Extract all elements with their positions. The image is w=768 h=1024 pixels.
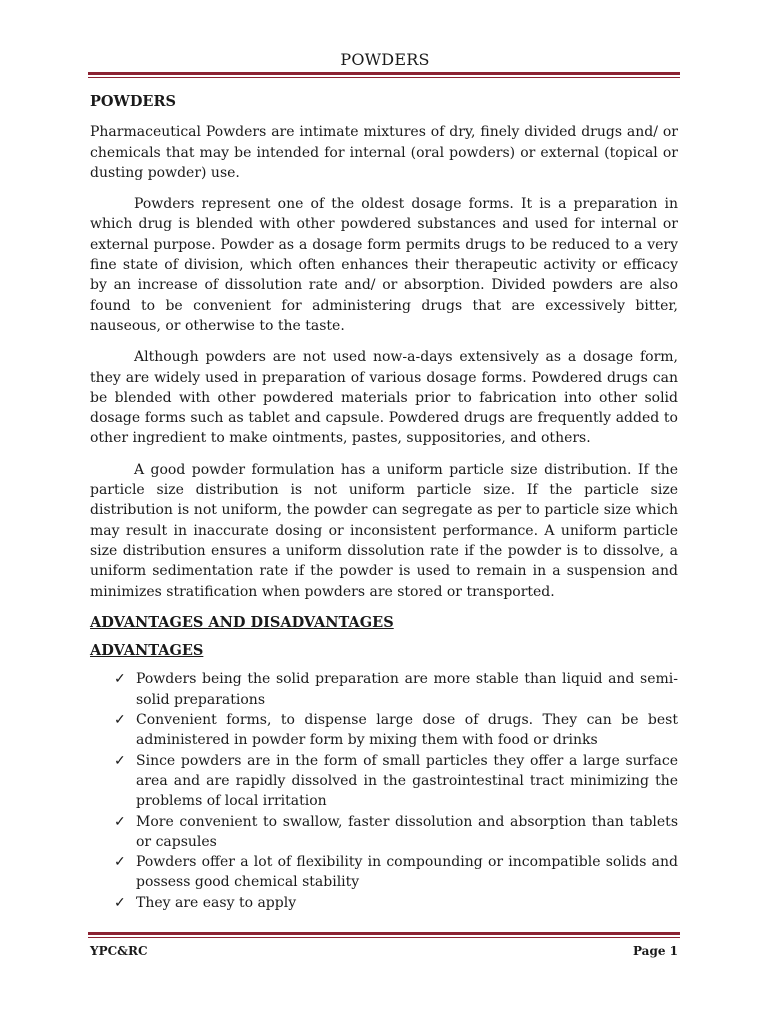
footer-institution: YPC&RC — [90, 944, 148, 958]
list-item-text: They are easy to apply — [136, 894, 297, 911]
heading-advantages: ADVANTAGES — [90, 642, 204, 660]
list-item — [114, 852, 678, 893]
checkmark-icon: ✓ — [114, 813, 126, 830]
heading-adv-disadv: ADVANTAGES AND DISADVANTAGES — [90, 613, 394, 631]
paragraph-definition: Pharmaceutical Powders are intimate mixtures of dry, finely divided drugs and/ or chemicals that may be intended for internal (oral powders) or external (topical or dusting powder) use. — [90, 124, 678, 181]
page-header-title: POWDERS — [340, 50, 430, 69]
checkmark-icon: ✓ — [114, 671, 126, 688]
list-item-text: Since powders are in the form of small particles they offer a large surface area and are rapidly dissolved in the gastrointestinal tract minimizing the problems of local irritation — [136, 752, 678, 810]
list-item — [114, 893, 678, 913]
list-item-text: Powders offer a lot of flexibility in compounding or incompatible solids and possess good chemical stability — [136, 854, 678, 891]
footer-rule — [88, 932, 680, 938]
list-item — [114, 710, 678, 751]
footer-page-number: Page 1 — [632, 944, 678, 958]
section-heading-powders: POWDERS — [90, 93, 176, 110]
advantages-list — [90, 669, 678, 913]
list-item-text: More convenient to swallow, faster dissolution and absorption than tablets or capsules — [136, 813, 678, 850]
checkmark-icon: ✓ — [114, 752, 126, 769]
list-item — [114, 812, 678, 853]
document-body — [90, 92, 678, 913]
header-rule — [88, 72, 680, 78]
checkmark-icon: ✓ — [114, 894, 126, 911]
checkmark-icon: ✓ — [114, 712, 126, 729]
list-item — [114, 669, 678, 710]
paragraph-particle-size: A good powder formulation has a uniform particle size distribution. If the particle size distribution is not uniform particle size. If the particle size distribution is not uniform, the powder can segregate as per to particle size which may result in inaccurate dosing or inconsistent performance. A uniform particle size distribution ensures a uniform dissolution rate if the powder is to dissolve, a uniform sedimentation rate if the powder is used to remain in a suspension and minimizes stratification when powders are stored or transported. — [90, 461, 678, 600]
paragraph-oldest-dosage: Powders represent one of the oldest dosage forms. It is a preparation in which drug is blended with other powdered substances and used for internal or external purpose. Powder as a dosage form permits drugs to be reduced to a very fine state of division, which often enhances their therapeutic activity or efficacy by an increase of dissolution rate and/ or absorption. Divided powders are also found to be convenient for administering drugs that are excessively bitter, nauseous, or otherwise to the taste. — [90, 196, 678, 334]
list-item-text: Convenient forms, to dispense large dose of drugs. They can be best administered in powder form by mixing them with food or drinks — [136, 712, 678, 749]
paragraph-usage: Although powders are not used now-a-days extensively as a dosage form, they are widely used in preparation of various dosage forms. Powdered drugs can be blended with other powdered materials prior to fabrication into other solid dosage forms such as tablet and capsule. Powdered drugs are frequently added to other ingredient to make ointments, pastes, suppositories, and others. — [90, 349, 678, 447]
list-item — [114, 751, 678, 812]
list-item-text: Powders being the solid preparation are more stable than liquid and semi-solid preparations — [136, 671, 678, 708]
checkmark-icon: ✓ — [114, 854, 126, 871]
